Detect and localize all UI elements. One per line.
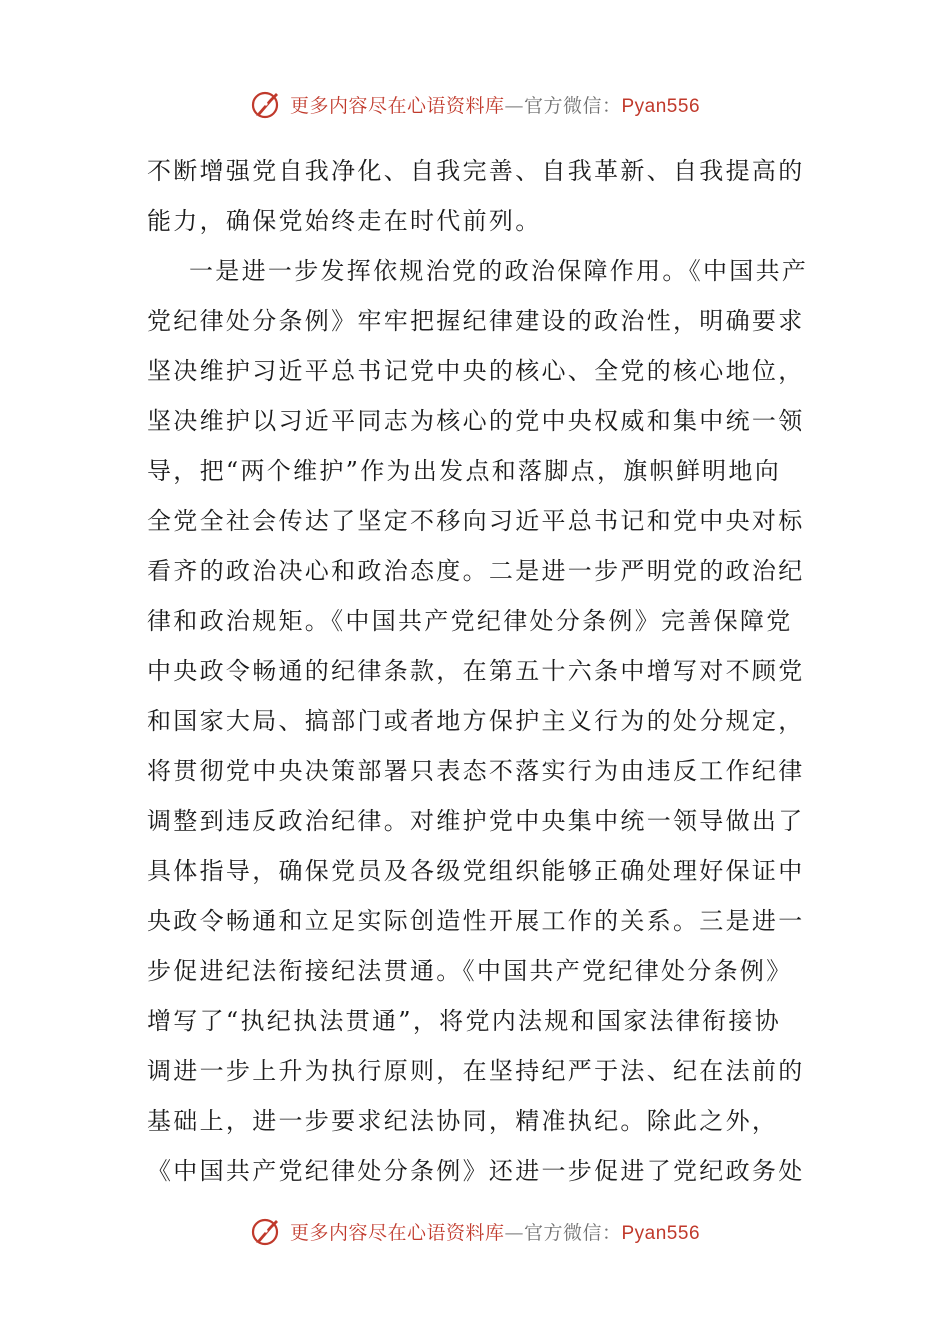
pen-nib-logo-icon <box>250 1214 284 1248</box>
watermark-label: 官方微信： <box>523 94 622 117</box>
body-line: 将贯彻党中央决策部署只表态不落实行为由违反工作纪律 <box>147 757 805 785</box>
body-line: 具体指导，确保党员及各级党组织能够正确处理好保证中 <box>147 857 805 885</box>
body-line: 调整到违反政治纪律。对维护党中央集中统一领导做出了 <box>147 807 805 835</box>
watermark-separator: — <box>504 1221 524 1244</box>
watermark-separator: — <box>504 94 524 117</box>
body-line: 一是进一步发挥依规治党的政治保障作用。《中国共产 <box>189 257 809 285</box>
pen-nib-logo-icon <box>250 87 284 121</box>
watermark-text <box>290 91 700 118</box>
body-line: 《中国共产党纪律处分条例》还进一步促进了党纪政务处 <box>147 1157 805 1185</box>
footer-watermark <box>0 1211 950 1251</box>
body-line: 不断增强党自我净化、自我完善、自我革新、自我提高的 <box>147 157 805 185</box>
header-watermark <box>0 84 950 124</box>
body-line: 能力，确保党始终走在时代前列。 <box>147 207 542 235</box>
watermark-site: 更多内容尽在心语资料库 <box>289 1221 505 1244</box>
watermark-label: 官方微信： <box>523 1221 622 1244</box>
watermark-text <box>290 1218 700 1245</box>
body-line: 中央政令畅通的纪律条款，在第五十六条中增写对不顾党 <box>147 657 805 685</box>
watermark-wechat-id: Pyan556 <box>621 95 701 117</box>
body-line: 看齐的政治决心和政治态度。二是进一步严明党的政治纪 <box>147 557 805 585</box>
document-body <box>147 146 809 1196</box>
body-line: 坚决维护以习近平同志为核心的党中央权威和集中统一领 <box>147 407 805 435</box>
body-line: 基础上，进一步要求纪法协同，精准执纪。除此之外， <box>147 1107 779 1135</box>
body-line: 全党全社会传达了坚定不移向习近平总书记和党中央对标 <box>147 507 805 535</box>
watermark-site: 更多内容尽在心语资料库 <box>289 94 505 117</box>
body-line: 增写了“执纪执法贯通”，将党内法规和国家法律衔接协 <box>147 1007 782 1035</box>
body-line: 导，把“两个维护”作为出发点和落脚点，旗帜鲜明地向 <box>147 457 782 485</box>
body-line: 步促进纪法衔接纪法贯通。《中国共产党纪律处分条例》 <box>147 957 793 985</box>
body-line: 调进一步上升为执行原则，在坚持纪严于法、纪在法前的 <box>147 1057 805 1085</box>
watermark-wechat-id: Pyan556 <box>621 1222 701 1244</box>
body-line: 坚决维护习近平总书记党中央的核心、全党的核心地位， <box>147 357 805 385</box>
body-line: 央政令畅通和立足实际创造性开展工作的关系。三是进一 <box>147 907 805 935</box>
body-line: 党纪律处分条例》牢牢把握纪律建设的政治性，明确要求 <box>147 307 805 335</box>
body-line: 和国家大局、搞部门或者地方保护主义行为的处分规定， <box>147 707 805 735</box>
body-line: 律和政治规矩。《中国共产党纪律处分条例》完善保障党 <box>147 607 793 635</box>
